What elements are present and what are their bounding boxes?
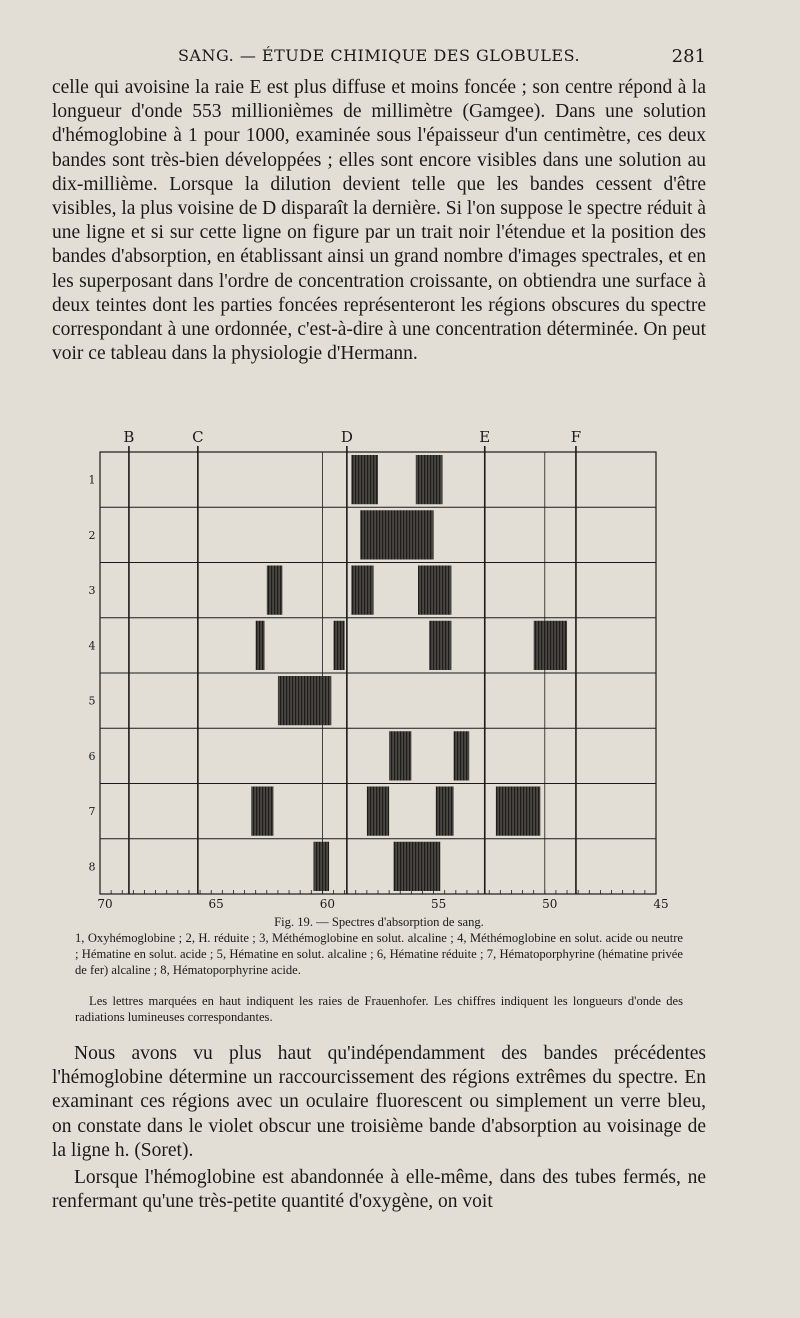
fraunhofer-label-d: D: [340, 428, 353, 446]
absorption-band: [416, 455, 443, 504]
row-label: 5: [88, 694, 96, 708]
running-title: SANG. — ÉTUDE CHIMIQUE DES GLOBULES.: [177, 46, 581, 65]
absorption-band: [496, 787, 540, 836]
paragraph-1: [52, 76, 706, 366]
fraunhofer-label-e: E: [479, 428, 491, 446]
paragraph-1-text: celle qui avoisine la raie E est plus diffuse et moins foncée ; son centre répond à la longueur d'onde 553 millionièmes de millimètre (Gamgee). Dans une solution d'hémoglobine à 1 pour 1000, examinée sous l'épaisseur d'un centimètre, ces deux bandes sont très-bien développées ; elles sont encore visibles dans une solution au dix-millième. Lorsque la dilution devient telle que les bandes cessent d'être visibles, la plus voisine de D disparaît la dernière. Si l'on suppose le spectre réduit à une ligne et si sur cette ligne on figure par un trait noir l'étendue et la position des bandes d'absorption, en établissant ainsi un grand nombre d'images spectrales, et en les superposant dans l'ordre de concentration croissante, on obtiendra une surface à deux teintes dont les parties foncées représenteront les régions obscures du spectre correspondant à une ordonnée, c'est-à-dire à une concentration déterminée. On peut voir ce tableau dans la physiologie d'Hermann.: [52, 77, 706, 365]
absorption-band: [278, 676, 331, 725]
paragraph-3: [52, 1166, 706, 1214]
absorption-band: [251, 787, 273, 836]
absorption-band: [314, 842, 330, 891]
absorption-band: [454, 731, 470, 780]
row-label: 4: [88, 639, 96, 653]
fraunhofer-label-c: C: [192, 428, 204, 446]
absorption-band: [351, 566, 373, 615]
absorption-band: [534, 621, 567, 670]
wavelength-tick-label: 55: [430, 897, 447, 911]
absorption-band: [360, 510, 433, 559]
figure-caption-title: Fig. 19. — Spectres d'absorption de sang.: [274, 915, 484, 929]
row-label: 6: [88, 749, 96, 763]
row-label: 2: [88, 528, 96, 542]
absorption-band: [267, 566, 283, 615]
row-label: 8: [88, 860, 96, 874]
wavelength-tick-label: 70: [97, 897, 113, 911]
absorption-band: [389, 731, 411, 780]
absorption-band: [256, 621, 265, 670]
absorption-band: [418, 566, 451, 615]
wavelength-tick-label: 50: [542, 897, 558, 911]
absorption-band: [367, 787, 389, 836]
absorption-spectra-figure: [88, 424, 678, 918]
absorption-band: [436, 787, 454, 836]
absorption-band: [351, 455, 378, 504]
wavelength-tick-label: 60: [319, 897, 336, 911]
absorption-band: [334, 621, 345, 670]
running-header: [52, 46, 706, 72]
fraunhofer-label-b: B: [123, 428, 135, 446]
row-label: 1: [88, 473, 96, 487]
page-number: 281: [671, 46, 706, 67]
paragraph-2-text: Nous avons vu plus haut qu'indépendamment des bandes précédentes l'hémoglobine détermine un raccourcissement des régions extrêmes du spectre. En examinant ces régions avec un oculaire fluorescent ou simplement un verre bleu, on constate dans le violet obscur une troisième bande d'absorption au voisinage de la ligne h. (Soret).: [52, 1043, 706, 1161]
absorption-band: [429, 621, 451, 670]
fraunhofer-label-f: F: [570, 428, 582, 446]
figure-caption-note: Les lettres marquées en haut indiquent les raies de Frauenhofer. Les chiffres indiquent les longueurs d'onde des radiations lumineuses correspondantes.: [75, 994, 683, 1024]
row-label: 7: [88, 805, 96, 819]
wavelength-tick-label: 45: [653, 897, 669, 911]
row-label: 3: [88, 584, 96, 598]
wavelength-tick-label: 65: [208, 897, 224, 911]
absorption-band: [394, 842, 441, 891]
figure-caption-legend: 1, Oxyhémoglobine ; 2, H. réduite ; 3, Méthémoglobine en solut. alcaline ; 4, Méthémoglobine en solut. acide ou neutre ; Hématine en solut. acide ; 5, Hématine en solut. alcaline ; 6, Hématine réduite ; 7, Hématoporphyrine (hématine privée de fer) alcaline ; 8, Hématoporphyrine acide.: [75, 931, 683, 977]
paragraph-2: [52, 1042, 706, 1163]
paragraph-3-text: Lorsque l'hémoglobine est abandonnée à elle-même, dans des tubes fermés, ne renfermant qu'une très-petite quantité d'oxygène, on voit: [52, 1167, 706, 1213]
